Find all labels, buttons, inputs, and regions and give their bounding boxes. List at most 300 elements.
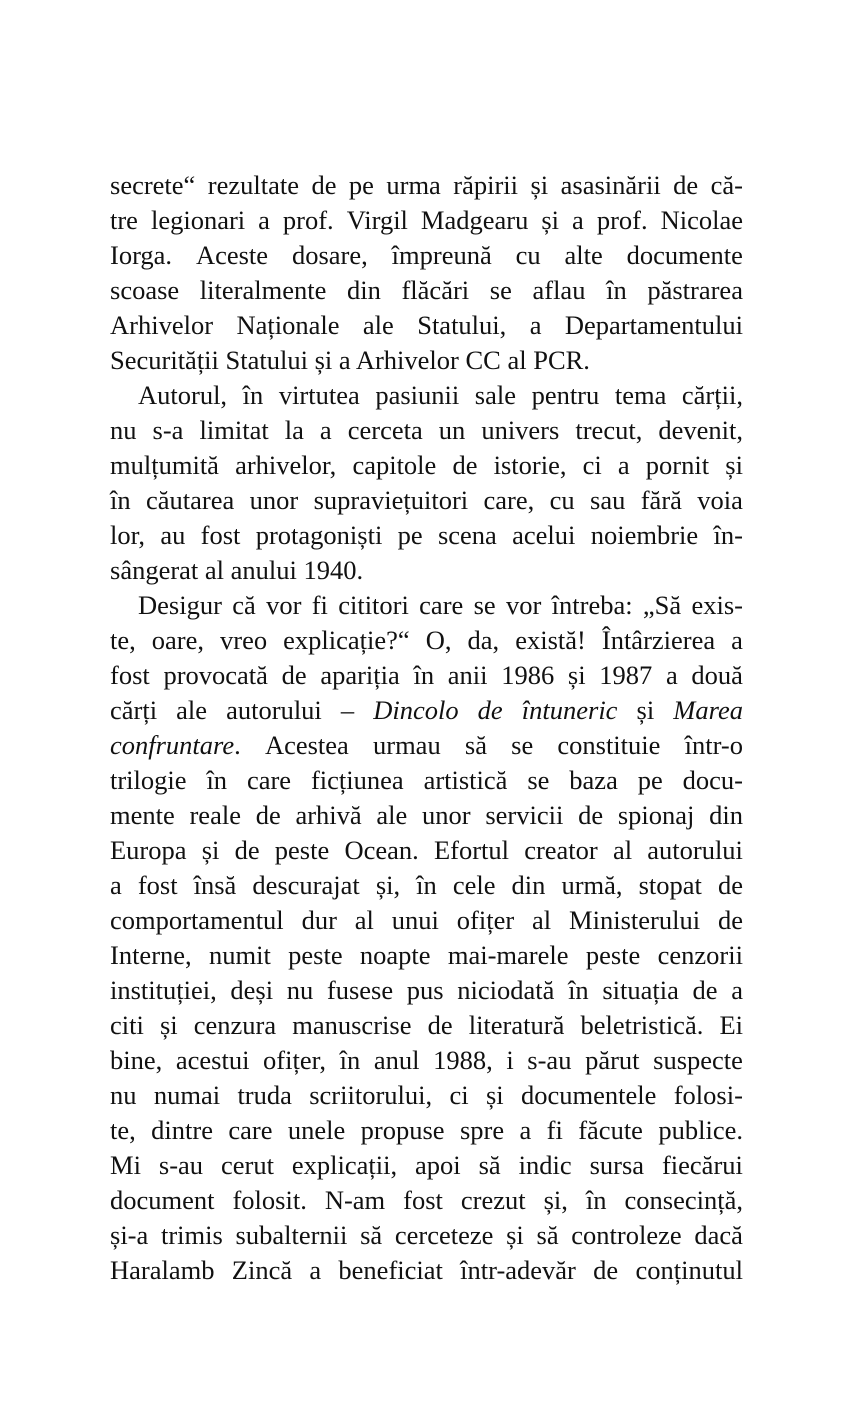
word: vor xyxy=(506,590,542,620)
word: și, xyxy=(543,1185,568,1215)
word: sângerat al anului 1940. xyxy=(110,555,364,585)
word: să xyxy=(464,730,487,760)
word: și xyxy=(159,1010,178,1040)
word: și xyxy=(567,660,586,690)
word: și xyxy=(636,695,655,725)
word: și xyxy=(541,205,560,235)
word: din xyxy=(709,800,743,830)
word: pentru xyxy=(531,380,600,410)
word: există! xyxy=(515,625,586,655)
word: trecut, xyxy=(575,415,643,445)
word: în xyxy=(339,1045,361,1075)
word: a xyxy=(731,975,743,1005)
word: Nicolae xyxy=(660,205,743,235)
word: lor, xyxy=(110,520,146,550)
italic-title-word: Marea xyxy=(673,695,743,725)
text-line xyxy=(110,798,743,833)
word: urma xyxy=(386,170,441,200)
text-line xyxy=(110,1183,743,1218)
word: consecință, xyxy=(624,1185,743,1215)
word: se xyxy=(489,275,512,305)
text-line xyxy=(110,693,743,728)
word: ofițer xyxy=(456,905,515,935)
text-line xyxy=(110,553,743,588)
text-line xyxy=(110,308,743,343)
word: documente xyxy=(626,240,743,270)
word: 1987 xyxy=(599,660,653,690)
word: Interne, xyxy=(110,940,192,970)
word: a xyxy=(572,205,584,235)
word: în xyxy=(206,765,228,795)
word: cenzorii xyxy=(657,940,743,970)
word: care xyxy=(246,765,292,795)
word: fost xyxy=(110,660,150,690)
word: fusese xyxy=(326,975,394,1005)
word: folosi- xyxy=(673,1080,743,1110)
word: a xyxy=(665,660,678,690)
text-line xyxy=(110,1253,743,1288)
word: da, xyxy=(467,625,500,655)
word: alte xyxy=(564,240,603,270)
word: bine, xyxy=(110,1045,163,1075)
word: ficțiunea xyxy=(310,765,404,795)
word: sursa xyxy=(589,1150,645,1180)
word: pe xyxy=(637,765,663,795)
word: virtutea xyxy=(278,380,360,410)
word: scena xyxy=(437,520,497,550)
word: peste xyxy=(288,940,343,970)
word: constituie xyxy=(557,730,661,760)
word: vreo xyxy=(220,625,268,655)
word xyxy=(110,728,241,763)
italic-title-word: Dincolo xyxy=(373,695,459,725)
word: Haralamb xyxy=(110,1255,215,1285)
word: reale xyxy=(189,800,241,830)
word: se xyxy=(473,590,496,620)
word: legionari xyxy=(150,205,246,235)
word: s-au xyxy=(158,1150,204,1180)
word: dacă xyxy=(694,1220,743,1250)
word: căutarea xyxy=(146,485,235,515)
word: unor xyxy=(422,800,471,830)
word: literalmente xyxy=(199,275,327,305)
word: explicații, xyxy=(291,1150,398,1180)
word: propuse xyxy=(360,1115,445,1145)
word: două xyxy=(691,660,743,690)
word: cerceta xyxy=(347,415,423,445)
word: crezut xyxy=(460,1185,526,1215)
word: tre xyxy=(110,205,138,235)
text-line xyxy=(110,728,743,763)
word: nu xyxy=(286,975,314,1005)
word: cenzura xyxy=(193,1010,277,1040)
word: ale xyxy=(376,800,408,830)
word: Iorga. xyxy=(110,240,173,270)
word: fără xyxy=(640,485,682,515)
word: unor xyxy=(249,485,299,515)
word: într-adevăr xyxy=(460,1255,576,1285)
word: spionaj xyxy=(617,800,695,830)
word: Zincă xyxy=(231,1255,293,1285)
word: cititori xyxy=(338,590,409,620)
word: sale xyxy=(474,380,516,410)
word: vor xyxy=(266,590,302,620)
word: – xyxy=(340,695,355,725)
word: cărții, xyxy=(681,380,743,410)
word: pe xyxy=(348,170,374,200)
word: beletristică. xyxy=(580,1010,704,1040)
word: urmă, xyxy=(561,870,623,900)
word: numai xyxy=(153,1080,221,1110)
word: că xyxy=(232,590,256,620)
word: în xyxy=(606,275,627,305)
word: peste xyxy=(274,835,330,865)
word: „Să xyxy=(642,590,682,620)
word: într-o xyxy=(684,730,743,760)
word: cerceteze xyxy=(394,1220,494,1250)
word: instituției, xyxy=(110,975,217,1005)
word: secrete“ xyxy=(110,170,196,200)
word: de xyxy=(452,450,478,480)
text-line xyxy=(110,623,743,658)
word: care xyxy=(228,1115,273,1145)
word: în xyxy=(242,380,264,410)
word: de xyxy=(427,1010,453,1040)
word: s-a xyxy=(152,415,184,445)
word: împreună xyxy=(391,240,492,270)
word: scoase xyxy=(110,275,180,305)
word: provocată xyxy=(163,660,268,690)
word: pe xyxy=(397,520,423,550)
word: unele xyxy=(287,1115,346,1145)
word: fi xyxy=(546,1115,563,1145)
word: Mi xyxy=(110,1150,141,1180)
word: arhivă xyxy=(295,800,362,830)
word: univers xyxy=(481,415,560,445)
word: de xyxy=(593,1255,619,1285)
word: Madgearu xyxy=(420,205,529,235)
word: fost xyxy=(200,520,241,550)
word: deși xyxy=(230,975,274,1005)
paragraph xyxy=(110,378,743,588)
word: urmau xyxy=(373,730,441,760)
word: docu- xyxy=(682,765,743,795)
word: se xyxy=(527,765,550,795)
word: a xyxy=(110,870,122,900)
paragraph xyxy=(110,168,743,378)
text-line xyxy=(110,238,743,273)
word: în xyxy=(568,975,589,1005)
word: a xyxy=(309,1255,322,1285)
word: că- xyxy=(710,170,743,200)
word: 1986 xyxy=(501,660,555,690)
word: stopat xyxy=(638,870,702,900)
word: al xyxy=(354,905,374,935)
word: literatură xyxy=(468,1010,565,1040)
word: în xyxy=(585,1185,607,1215)
word: autorului xyxy=(226,695,322,725)
word: părut xyxy=(585,1045,640,1075)
word: citi xyxy=(110,1010,144,1040)
word: a xyxy=(731,625,743,655)
word: rezultate xyxy=(207,170,299,200)
word: tema xyxy=(614,380,667,410)
word: sau xyxy=(590,485,626,515)
word: nu xyxy=(110,1080,137,1110)
word: și-a xyxy=(110,1220,149,1250)
word: conținutul xyxy=(635,1255,743,1285)
text-line xyxy=(110,203,743,238)
word: să xyxy=(536,1220,559,1250)
text-line xyxy=(110,1148,743,1183)
word: fost xyxy=(137,870,178,900)
word: din xyxy=(511,870,546,900)
word: Ocean. xyxy=(344,835,419,865)
word: cărți xyxy=(110,695,158,725)
word: servicii xyxy=(485,800,564,830)
word: făcute xyxy=(578,1115,643,1145)
word: Arhivelor xyxy=(110,310,214,340)
word: scriitorului, xyxy=(309,1080,433,1110)
word: cu xyxy=(549,485,575,515)
word: Securității Statului și a Arhivelor CC al PCR. xyxy=(110,345,590,375)
word: prof. xyxy=(596,205,648,235)
word: ci xyxy=(582,450,602,480)
word: baza xyxy=(569,765,618,795)
word: istorie, xyxy=(493,450,567,480)
word: N-am xyxy=(324,1185,386,1215)
word: Statului, xyxy=(417,310,507,340)
word: folosit. xyxy=(232,1185,307,1215)
text-line xyxy=(110,273,743,308)
word: răpirii xyxy=(453,170,519,200)
word: oare, xyxy=(151,625,205,655)
word: prof. xyxy=(282,205,334,235)
word: flăcări xyxy=(401,275,470,305)
word: acelui xyxy=(512,520,576,550)
word: cele xyxy=(452,870,496,900)
word: mulțumită xyxy=(110,450,219,480)
word: se xyxy=(511,730,534,760)
text-line xyxy=(110,168,743,203)
text-line xyxy=(110,1008,743,1043)
word: truda xyxy=(237,1080,292,1110)
word: Ei xyxy=(719,1010,743,1040)
word: asasinării xyxy=(560,170,661,200)
word: noiembrie xyxy=(590,520,699,550)
word: la xyxy=(284,415,304,445)
word: a xyxy=(529,310,542,340)
word: manuscrise xyxy=(292,1010,412,1040)
word: descurajat xyxy=(252,870,360,900)
punctuation: . xyxy=(234,730,241,760)
word: 1988, xyxy=(433,1045,493,1075)
word: Acestea xyxy=(264,730,349,760)
word: Naționale xyxy=(236,310,340,340)
word: apariția xyxy=(320,660,400,690)
word: aflau xyxy=(532,275,586,305)
word: te, xyxy=(110,625,136,655)
word: fiecărui xyxy=(661,1150,743,1180)
word: de xyxy=(717,905,743,935)
word: Autorul, xyxy=(138,380,228,410)
word: însă xyxy=(193,870,237,900)
word: suspecte xyxy=(653,1045,743,1075)
word: capitole xyxy=(352,450,437,480)
word: spre xyxy=(459,1115,505,1145)
text-line xyxy=(110,763,743,798)
word: anul xyxy=(373,1045,420,1075)
word: supraviețuitori xyxy=(313,485,469,515)
word: pus xyxy=(406,975,444,1005)
word: fi xyxy=(311,590,328,620)
text-line xyxy=(110,378,743,413)
word: pornit xyxy=(645,450,710,480)
word: artistică xyxy=(423,765,508,795)
word: beneficiat xyxy=(338,1255,443,1285)
word: anii xyxy=(447,660,488,690)
word: și xyxy=(725,450,743,480)
word: ci xyxy=(449,1080,469,1110)
text-line xyxy=(110,448,743,483)
word: în xyxy=(413,660,435,690)
text-line xyxy=(110,413,743,448)
word: de xyxy=(281,660,307,690)
word: în- xyxy=(713,520,743,550)
word: controleze xyxy=(571,1220,682,1250)
text-line xyxy=(110,903,743,938)
text-line xyxy=(110,973,743,1008)
word: dintre xyxy=(151,1115,213,1145)
word: a xyxy=(519,1115,532,1145)
word: de xyxy=(717,870,743,900)
text-line xyxy=(110,1113,743,1148)
word: Întârzierea xyxy=(601,625,716,655)
word: Virgil xyxy=(346,205,408,235)
word: cu xyxy=(515,240,541,270)
word: apoi xyxy=(415,1150,461,1180)
word: păstrarea xyxy=(647,275,743,305)
word: să xyxy=(478,1150,501,1180)
text-line xyxy=(110,588,743,623)
word: un xyxy=(438,415,466,445)
text-line xyxy=(110,343,743,378)
word: protagoniști xyxy=(255,520,383,550)
italic-title-word: de xyxy=(477,695,503,725)
word: cerut xyxy=(220,1150,274,1180)
word: s-au xyxy=(527,1045,572,1075)
word: creator xyxy=(524,835,598,865)
word: comportamentul xyxy=(110,905,284,935)
word: în xyxy=(416,870,437,900)
text-line xyxy=(110,518,743,553)
word: au xyxy=(160,520,186,550)
word: noapte xyxy=(359,940,431,970)
word: de xyxy=(673,170,699,200)
italic-title-word: confruntare xyxy=(110,730,235,760)
word: nu xyxy=(110,415,137,445)
word: dosare, xyxy=(291,240,368,270)
text-line xyxy=(110,1218,743,1253)
word: arhivelor, xyxy=(235,450,337,480)
word: și, xyxy=(375,870,401,900)
word: a xyxy=(258,205,270,235)
word: publice. xyxy=(658,1115,743,1145)
word: Efortul xyxy=(433,835,509,865)
word: al xyxy=(612,835,633,865)
text-line xyxy=(110,938,743,973)
word: peste xyxy=(585,940,641,970)
word: de xyxy=(255,800,281,830)
word: Europa xyxy=(110,835,187,865)
word: care xyxy=(419,590,464,620)
word: mente xyxy=(110,800,175,830)
word: Ministerului xyxy=(569,905,701,935)
word: și xyxy=(530,170,549,200)
word: O, xyxy=(425,625,452,655)
word: și xyxy=(485,1080,504,1110)
word: unui xyxy=(391,905,439,935)
word: a xyxy=(319,415,332,445)
word: întreba: xyxy=(551,590,633,620)
word: voia xyxy=(697,485,743,515)
word: devenit, xyxy=(658,415,743,445)
text-line xyxy=(110,483,743,518)
body-text-column xyxy=(110,168,743,1288)
word: acestui xyxy=(175,1045,250,1075)
word: situația xyxy=(602,975,679,1005)
paragraph xyxy=(110,588,743,1288)
word: indic xyxy=(518,1150,572,1180)
word: exis- xyxy=(691,590,743,620)
word: dur xyxy=(301,905,337,935)
word: de xyxy=(692,975,718,1005)
word: ofițer, xyxy=(263,1045,326,1075)
word: ale xyxy=(362,310,394,340)
word: Desigur xyxy=(138,590,222,620)
word: mai-marele xyxy=(447,940,569,970)
word: să xyxy=(360,1220,383,1250)
word: trimis xyxy=(160,1220,223,1250)
word: niciodată xyxy=(457,975,555,1005)
word: Aceste xyxy=(195,240,269,270)
word: care, xyxy=(483,485,535,515)
text-line xyxy=(110,868,743,903)
word: de xyxy=(234,835,260,865)
text-line xyxy=(110,658,743,693)
word: explicație?“ xyxy=(283,625,410,655)
text-line xyxy=(110,1043,743,1078)
word: ale xyxy=(176,695,208,725)
word: al xyxy=(532,905,552,935)
text-line xyxy=(110,1078,743,1113)
text-line xyxy=(110,833,743,868)
word: de xyxy=(311,170,337,200)
word: i xyxy=(506,1045,514,1075)
italic-title-word: întuneric xyxy=(521,695,618,725)
word: te, xyxy=(110,1115,136,1145)
word: în xyxy=(110,485,131,515)
word: document xyxy=(110,1185,215,1215)
word: documentele xyxy=(521,1080,657,1110)
word: și xyxy=(201,835,220,865)
word: limitat xyxy=(199,415,269,445)
word: de xyxy=(578,800,604,830)
word: trilogie xyxy=(110,765,187,795)
word: pasiunii xyxy=(375,380,460,410)
word: a xyxy=(617,450,630,480)
word: subalternii xyxy=(235,1220,348,1250)
